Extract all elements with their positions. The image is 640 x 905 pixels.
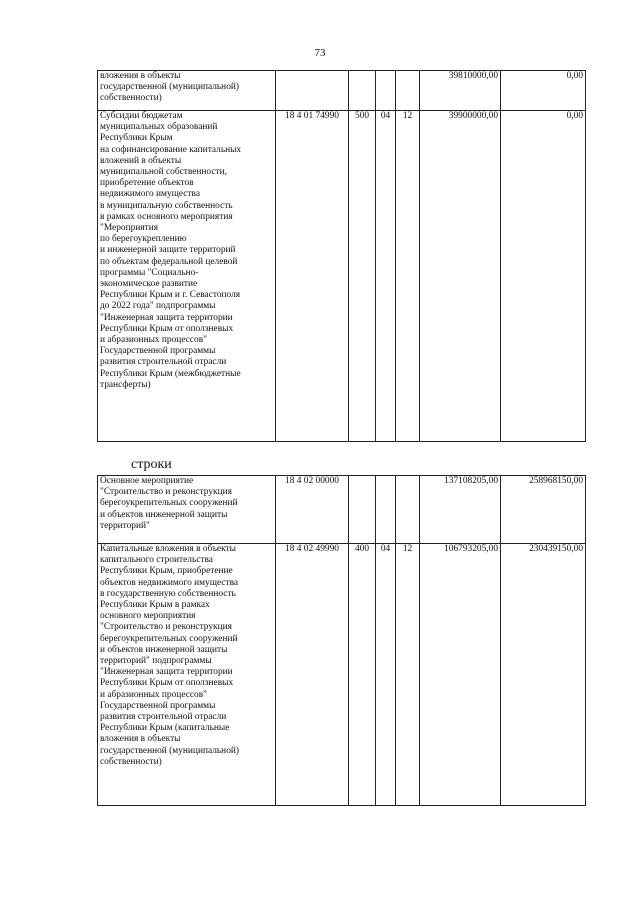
table-row [98, 544, 586, 806]
expense-type-code: 500 [349, 111, 376, 442]
section-label: строки [131, 457, 172, 472]
table-row [98, 476, 586, 544]
target-article-code: 18 4 02 49990 [276, 544, 349, 806]
page-number: 73 [314, 47, 326, 59]
amount-year-2: 230439150,00 [501, 544, 586, 806]
amount-year-1: 137108205,00 [420, 476, 501, 544]
target-article-code: 18 4 02 00000 [276, 476, 349, 544]
subsection-code [396, 71, 420, 111]
table-row [98, 111, 586, 442]
subsection-code: 12 [396, 111, 420, 442]
section-code [376, 476, 396, 544]
budget-table-continued [97, 70, 586, 442]
subsection-code [396, 476, 420, 544]
amount-year-1: 106793205,00 [420, 544, 501, 806]
row-name: Субсидии бюджетам муниципальных образований Республики Крым на софинансирование капитальных вложений в объекты муниципальной собственности, приобретение объектов недвижимого имущества в муниципальную собственность в рамках основного мероприятия "Мероприятия по берегоукреплению и инженерной защите территорий по объектам федеральной целевой программы "Социально- экономическое развитие Республики Крым и г. Севастополя до 2022 года" подпрограммы "Инженерная защита территории Республики Крым от оползневых и абразионных процессов" Государственной программы развития строительной отрасли Республики Крым (межбюджетные трансферты) [98, 111, 276, 442]
amount-year-2: 0,00 [501, 71, 586, 111]
expense-type-code [349, 71, 376, 111]
section-code: 04 [376, 544, 396, 806]
section-code: 04 [376, 111, 396, 442]
amount-year-1: 39810000,00 [420, 71, 501, 111]
subsection-code: 12 [396, 544, 420, 806]
expense-type-code: 400 [349, 544, 376, 806]
target-article-code [276, 71, 349, 111]
row-name: Основное мероприятие "Строительство и реконструкция берегоукрепительных сооружений и объектов инженерной защиты территорий" [98, 476, 276, 544]
section-code [376, 71, 396, 111]
amount-year-2: 258968150,00 [501, 476, 586, 544]
amount-year-1: 39900000,00 [420, 111, 501, 442]
row-name: Капитальные вложения в объекты капитального строительства Республики Крым, приобретение объектов недвижимого имущества в государственную собственность Республики Крым в рамках основного мероприятия "Строительство и реконструкция берегоукрепительных сооружений и объектов инженерной защиты территорий" подпрограммы "Инженерная защита территории Республики Крым от оползневых и абразионных процессов" Государственной программы развития строительной отрасли Республики Крым (капитальные вложения в объекты государственной (муниципальной) собственности) [98, 544, 276, 806]
expense-type-code [349, 476, 376, 544]
budget-table-new-rows [97, 475, 586, 806]
table-row [98, 71, 586, 111]
amount-year-2: 0,00 [501, 111, 586, 442]
row-name: вложения в объекты государственной (муниципальной) собственности) [98, 71, 276, 111]
target-article-code: 18 4 01 74990 [276, 111, 349, 442]
